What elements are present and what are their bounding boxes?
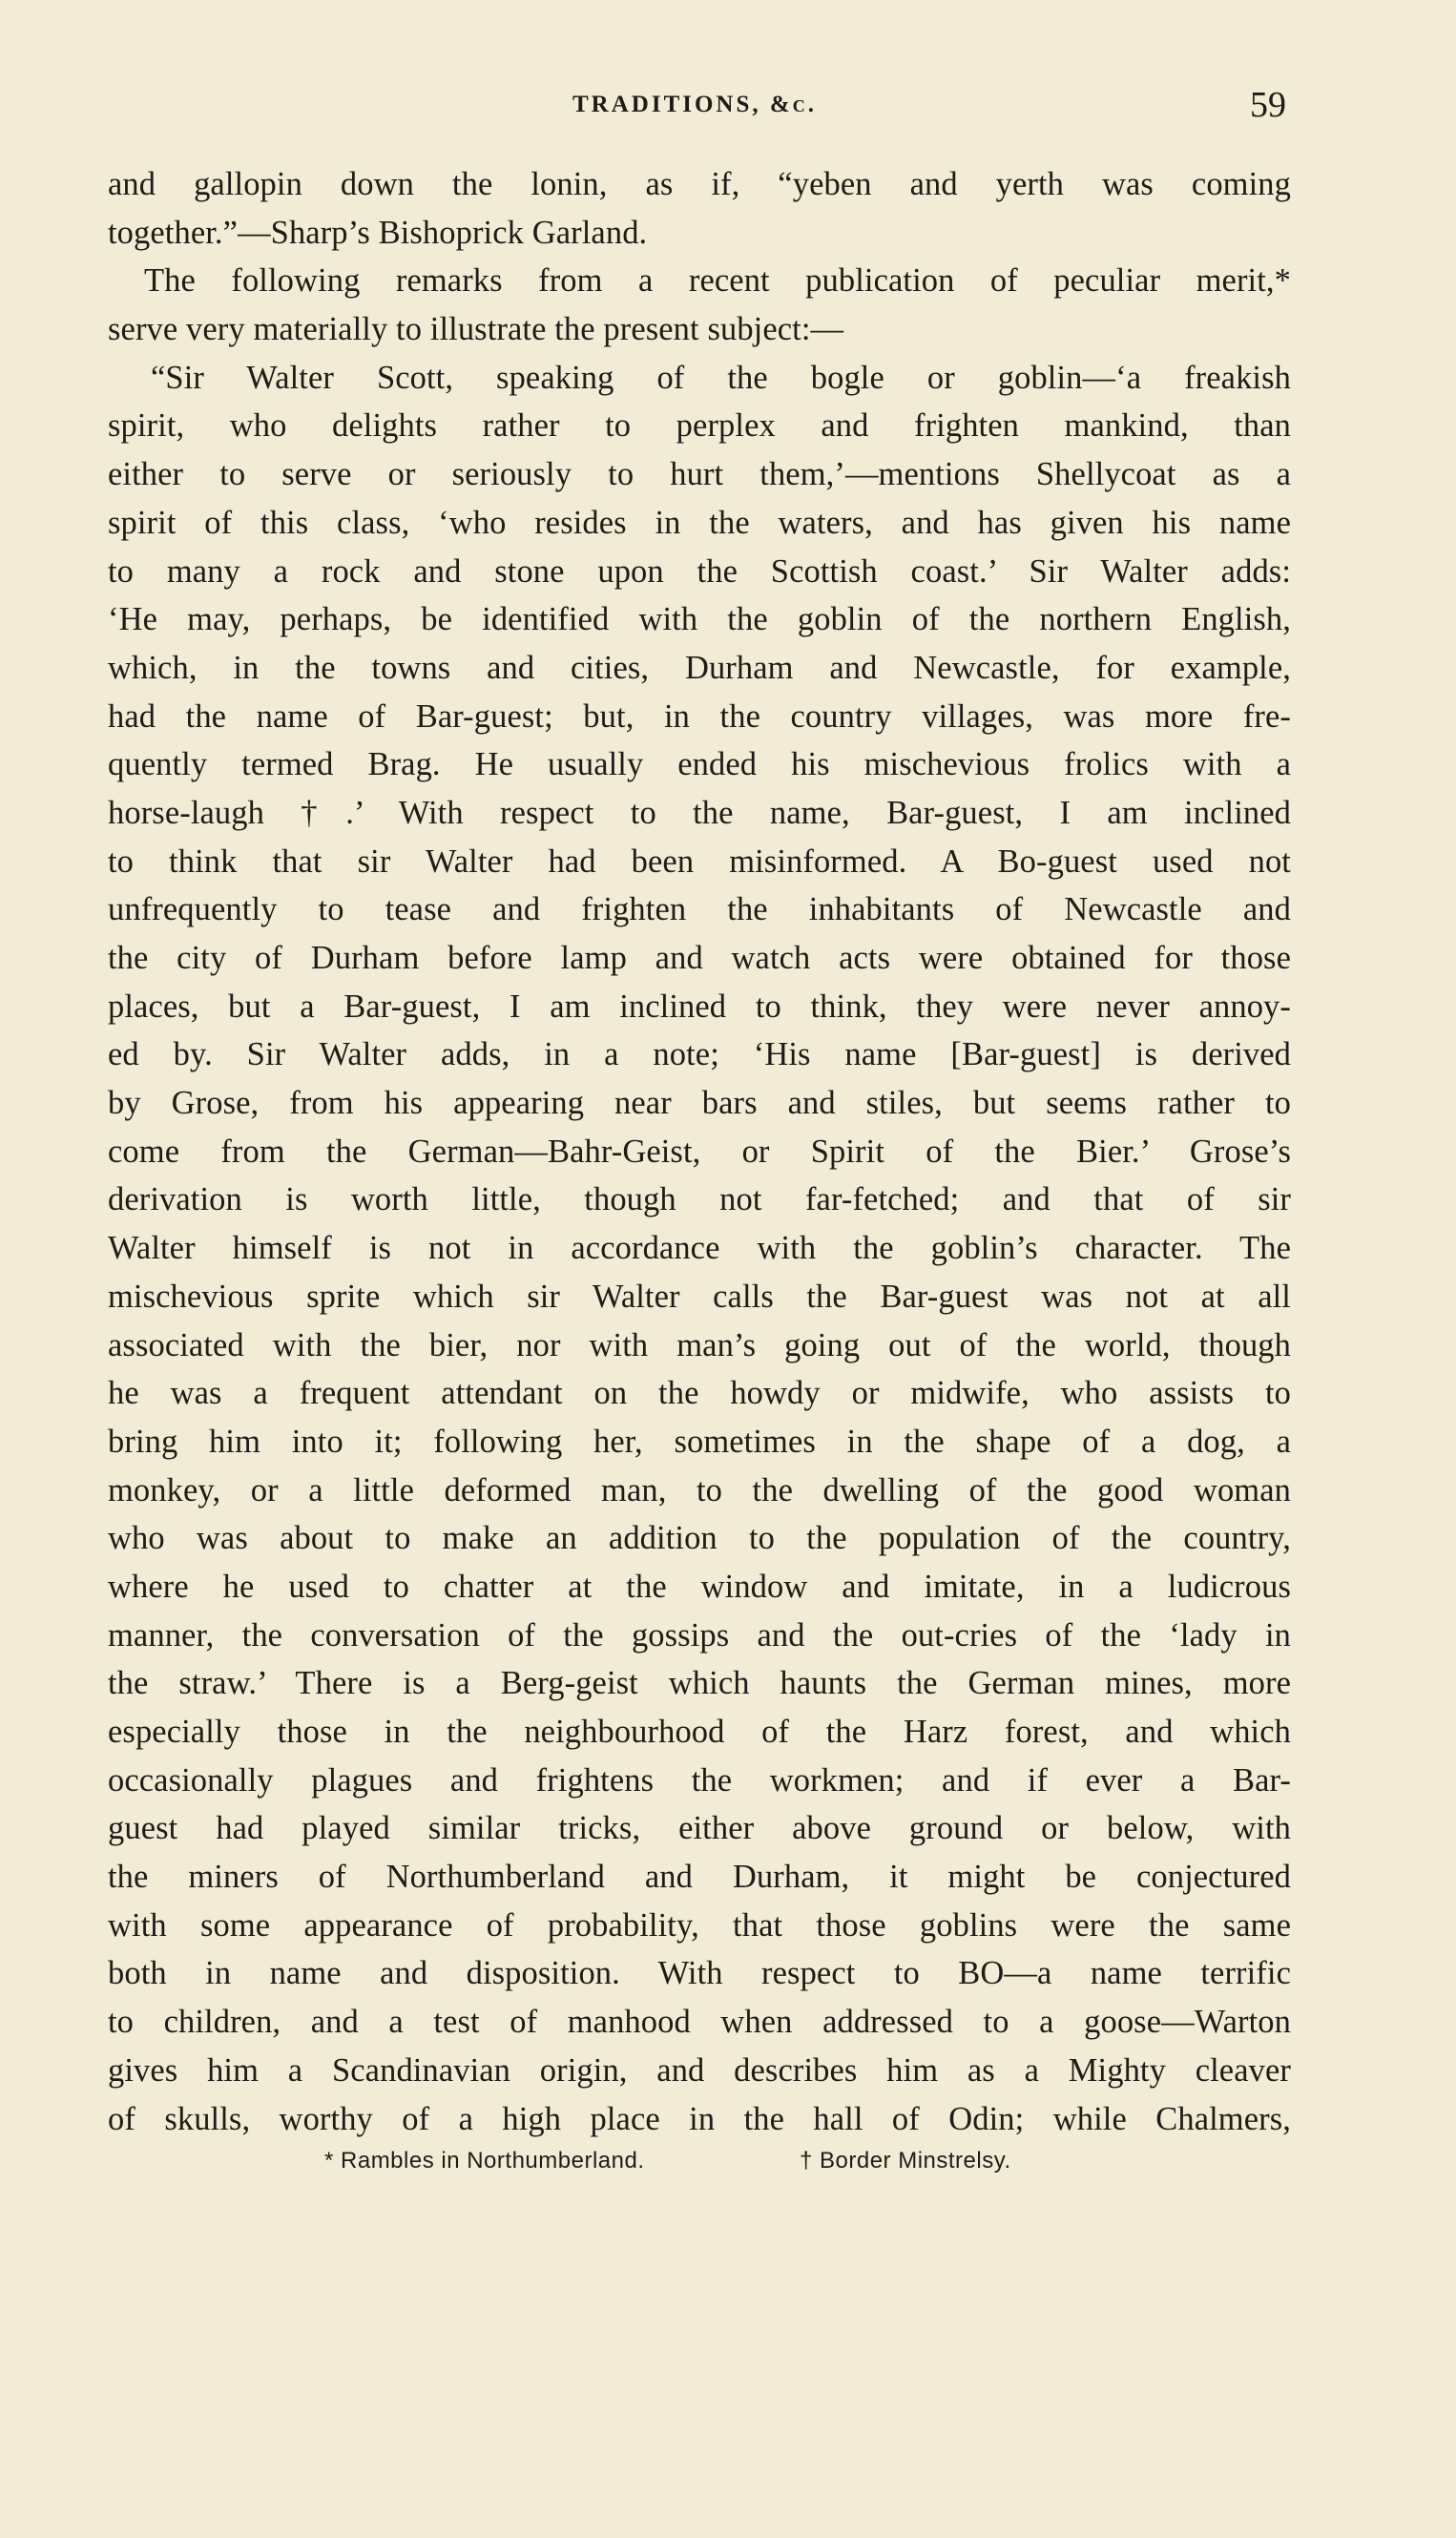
- body-text: [108, 160, 1291, 2143]
- text-line: ‘He may, perhaps, be identified with the goblin of the northern English,: [108, 601, 1291, 638]
- text-line: derivation is worth little, though not far-fetched; and that of sir: [108, 1181, 1291, 1218]
- text-line: serve very materially to illustrate the present subject:—: [108, 311, 844, 348]
- text-line: gives him a Scandinavian origin, and describes him as a Mighty cleaver: [108, 2051, 1291, 2089]
- text-line: to think that sir Walter had been misinformed. A Bo-guest used not: [108, 843, 1291, 880]
- text-line: to many a rock and stone upon the Scottish coast.’ Sir Walter adds:: [108, 552, 1291, 590]
- text-line: and gallopin down the lonin, as if, “yeben and yerth was coming: [108, 166, 1291, 202]
- text-line: the miners of Northumberland and Durham, it might be conjectured: [108, 1859, 1291, 1896]
- text-line: with some appearance of probability, that those goblins were the same: [108, 1906, 1291, 1944]
- page-number: 59: [1250, 85, 1286, 125]
- footnote-asterisk: * Rambles in Northumberland.: [324, 2148, 645, 2174]
- text-line: the city of Durham before lamp and watch acts were obtained for those: [108, 940, 1291, 976]
- text-line: associated with the bier, nor with man’s going out of the world, though: [108, 1326, 1291, 1363]
- footnotes: [0, 2142, 1456, 2184]
- text-line: horse-laugh †.’ With respect to the name, Bar-guest, I am inclined: [108, 794, 1291, 831]
- text-line: the straw.’ There is a Berg-geist which haunts the German mines, more: [108, 1665, 1291, 1702]
- text-line: who was about to make an addition to the population of the country,: [108, 1520, 1291, 1557]
- text-line: where he used to chatter at the window and imitate, in a ludicrous: [108, 1568, 1291, 1605]
- text-line: “Sir Walter Scott, speaking of the bogle or goblin—‘a freakish: [151, 359, 1291, 396]
- running-title: TRADITIONS, &c.: [572, 92, 817, 117]
- text-line: both in name and disposition. With respect to BO—a name terrific: [108, 1955, 1291, 1992]
- text-line: monkey, or a little deformed man, to the dwelling of the good woman: [108, 1471, 1291, 1508]
- text-line: Walter himself is not in accordance with the goblin’s character. The: [108, 1230, 1291, 1267]
- text-line: spirit, who delights rather to perplex and frighten mankind, than: [108, 407, 1291, 445]
- text-line: guest had played similar tricks, either above ground or below, with: [108, 1810, 1291, 1847]
- text-line: by Grose, from his appearing near bars and stiles, but seems rather to: [108, 1085, 1291, 1122]
- footnote-dagger: † Border Minstrelsy.: [800, 2148, 1011, 2174]
- text-line: quently termed Brag. He usually ended his mischevious frolics with a: [108, 746, 1291, 783]
- text-line: to children, and a test of manhood when addressed to a goose—Warton: [108, 2004, 1291, 2041]
- text-line: either to serve or seriously to hurt them,’—mentions Shellycoat as a: [108, 456, 1291, 493]
- text-line: unfrequently to tease and frighten the inhabitants of Newcastle and: [108, 891, 1291, 928]
- text-line: places, but a Bar-guest, I am inclined to think, they were never annoy-: [108, 988, 1291, 1025]
- text-line: ed by. Sir Walter adds, in a note; ‘His name [Bar-guest] is derived: [108, 1036, 1291, 1073]
- text-line: especially those in the neighbourhood of the Harz forest, and which: [108, 1714, 1291, 1750]
- running-head: [0, 84, 1456, 132]
- text-line: had the name of Bar-guest; but, in the country villages, was more fre-: [108, 697, 1291, 735]
- text-line: The following remarks from a recent publication of peculiar merit,*: [144, 262, 1291, 300]
- text-line: bring him into it; following her, sometimes in the shape of a dog, a: [108, 1423, 1291, 1460]
- text-line: he was a frequent attendant on the howdy or midwife, who assists to: [108, 1375, 1291, 1412]
- text-line: occasionally plagues and frightens the workmen; and if ever a Bar-: [108, 1761, 1291, 1799]
- text-line: which, in the towns and cities, Durham and Newcastle, for example,: [108, 649, 1291, 686]
- text-line: manner, the conversation of the gossips and the out-cries of the ‘lady in: [108, 1616, 1291, 1654]
- text-line: together.”—Sharp’s Bishoprick Garland.: [108, 214, 648, 251]
- text-line: of skulls, worthy of a high place in the hall of Odin; while Chalmers,: [108, 2100, 1291, 2137]
- text-line: spirit of this class, ‘who resides in the waters, and has given his name: [108, 504, 1291, 541]
- text-line: mischevious sprite which sir Walter calls the Bar-guest was not at all: [108, 1278, 1291, 1315]
- text-line: come from the German—Bahr-Geist, or Spirit of the Bier.’ Grose’s: [108, 1133, 1291, 1170]
